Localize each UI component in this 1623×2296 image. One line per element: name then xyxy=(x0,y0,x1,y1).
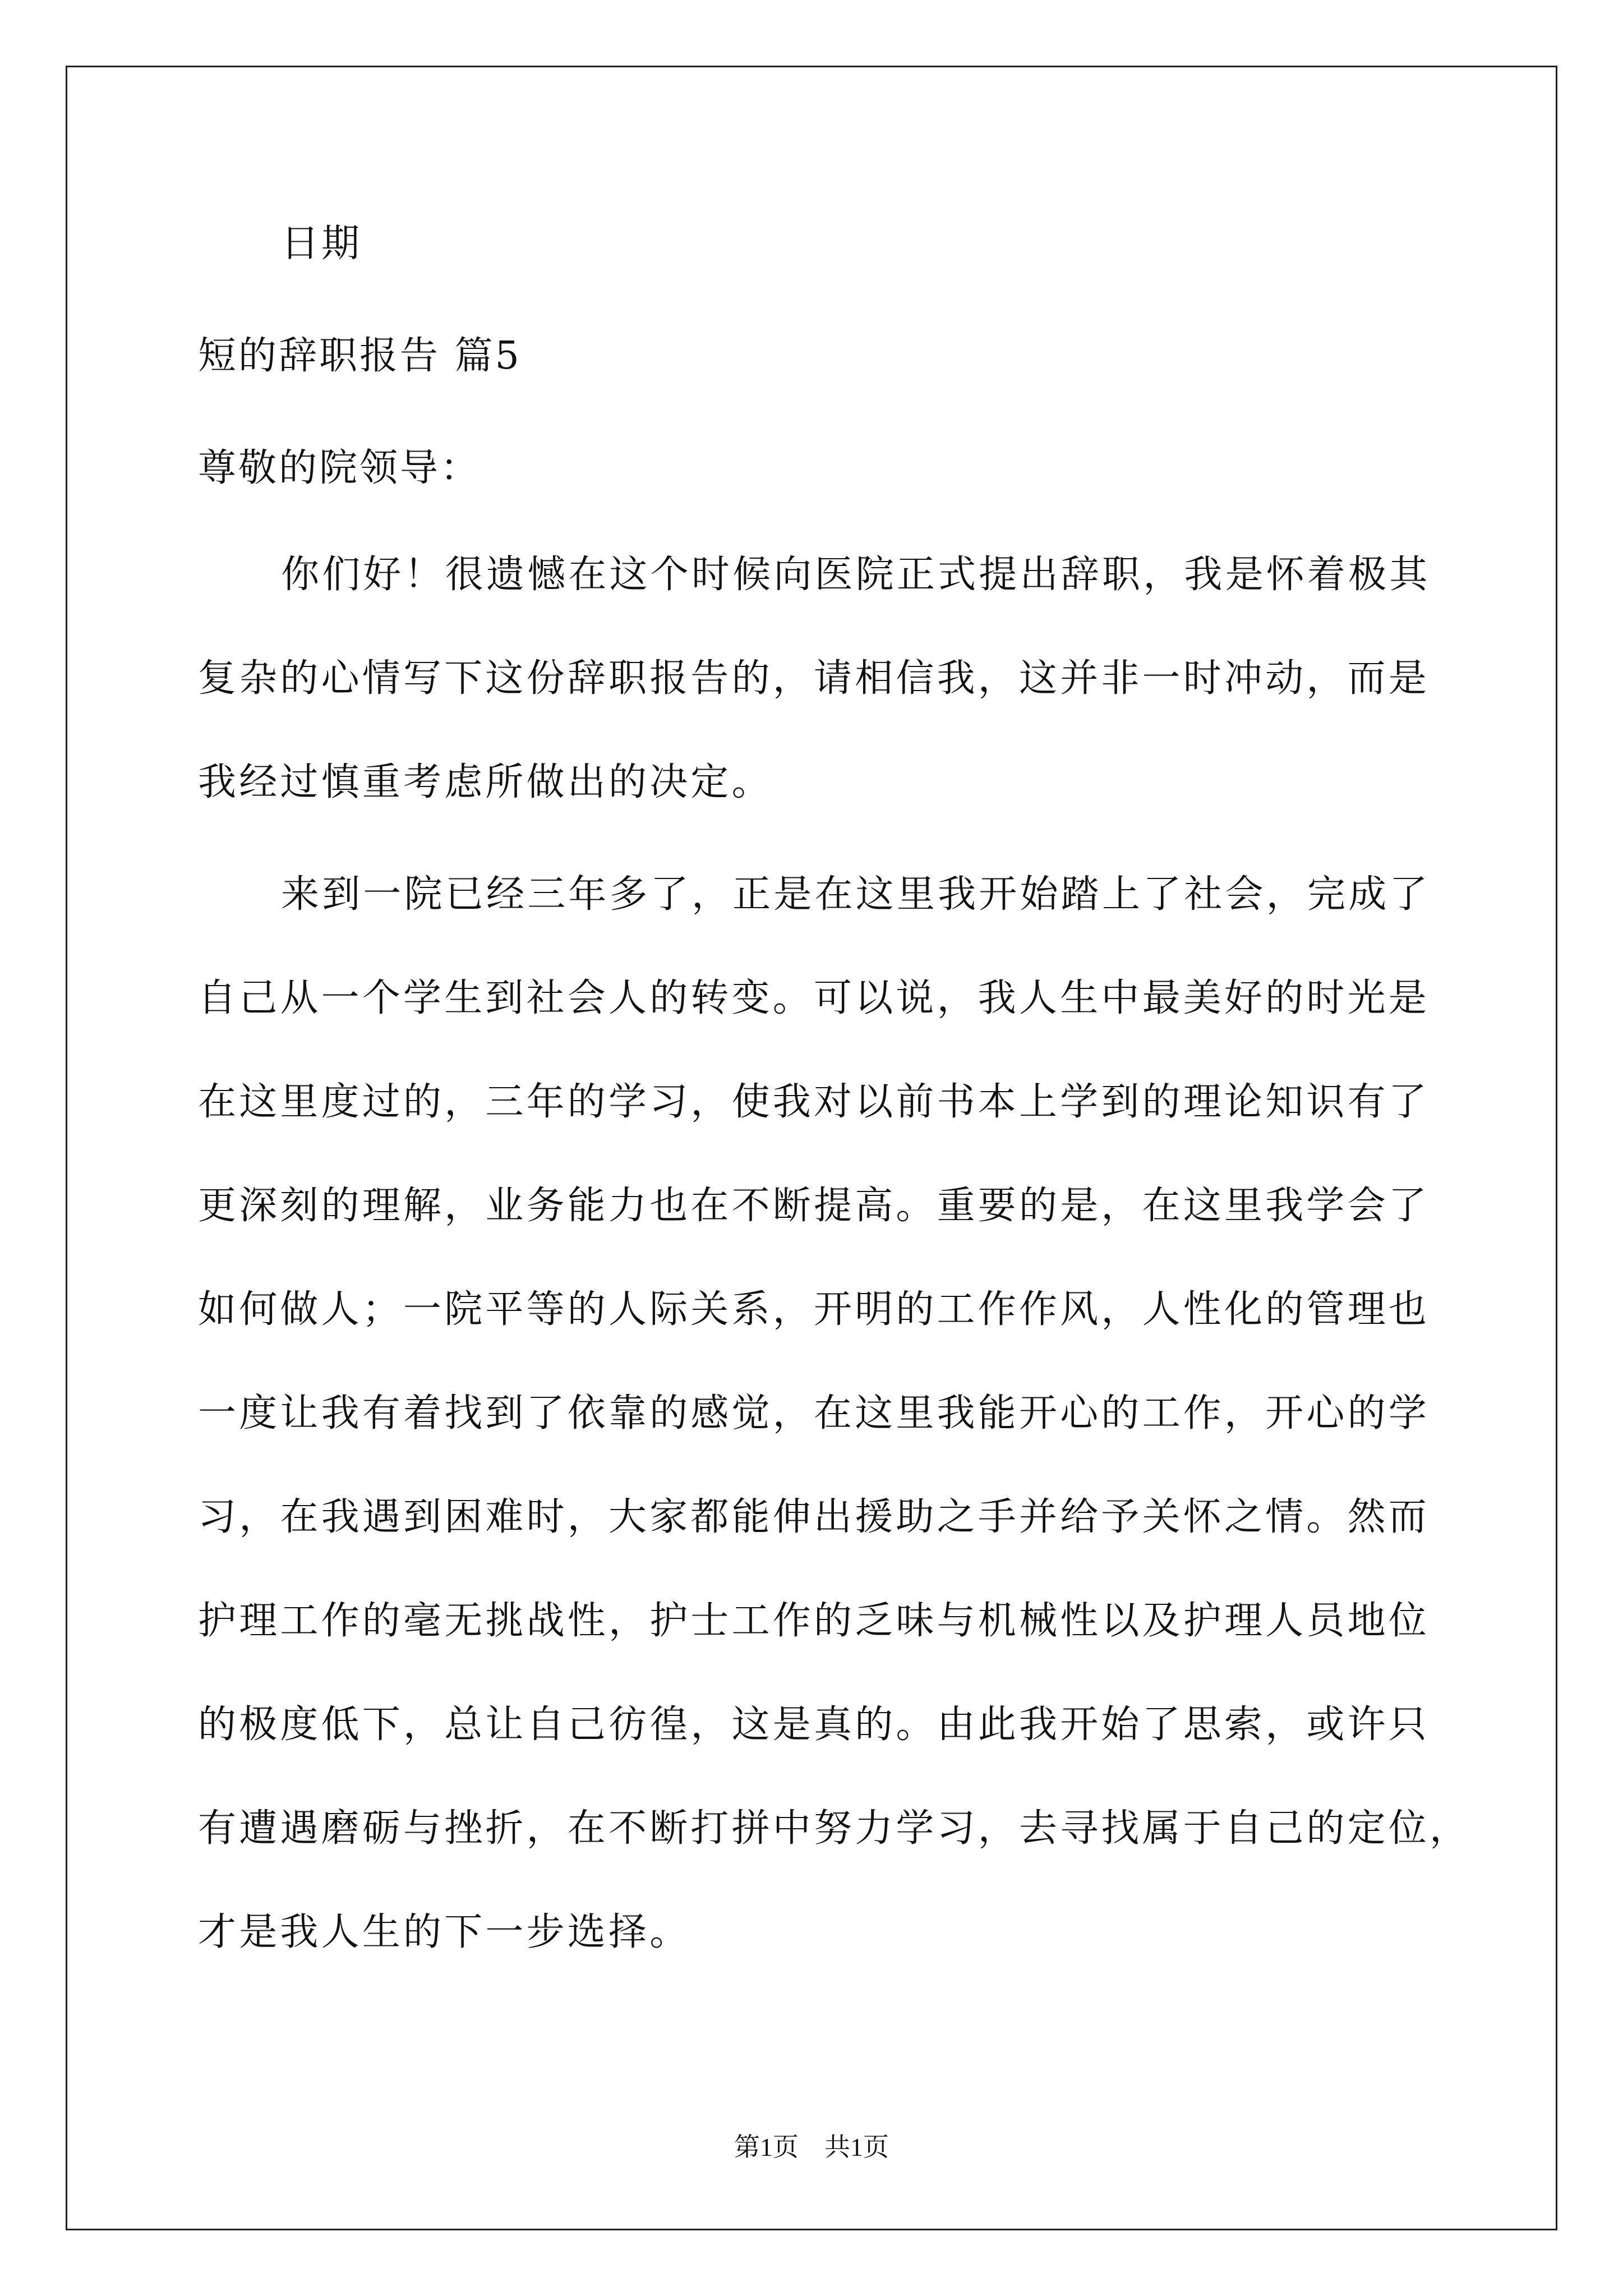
page-footer: 第1页 共1页 xyxy=(734,2133,889,2161)
paragraph-1-line-2: 复杂的心情写下这份辞职报告的，请相信我，这并非一时冲动，而是 xyxy=(198,656,1430,701)
paragraph-2-line-4: 更深刻的理解，业务能力也在不断提高。重要的是，在这里我学会了 xyxy=(198,1184,1430,1228)
paragraph-2-line-10: 有遭遇磨砺与挫折，在不断打拼中努力学习，去寻找属于自己的定位， xyxy=(198,1806,1471,1851)
paragraph-2-line-9: 的极度低下，总让自己彷徨，这是真的。由此我开始了思索，或许只 xyxy=(198,1703,1430,1747)
document-title: 短的辞职报告 篇5 xyxy=(198,334,522,378)
paragraph-2-line-1: 来到一院已经三年多了，正是在这里我开始踏上了社会，完成了 xyxy=(281,872,1431,917)
paragraph-1-line-3: 我经过慎重考虑所做出的决定。 xyxy=(198,760,773,804)
salutation: 尊敬的院领导： xyxy=(198,446,481,490)
paragraph-2-line-11: 才是我人生的下一步选择。 xyxy=(198,1910,691,1954)
page-border xyxy=(66,66,1557,2230)
paragraph-2-line-8: 护理工作的毫无挑战性，护士工作的乏味与机械性以及护理人员地位 xyxy=(198,1599,1430,1643)
paragraph-2-line-3: 在这里度过的，三年的学习，使我对以前书本上学到的理论知识有了 xyxy=(198,1080,1430,1124)
paragraph-2-line-6: 一度让我有着找到了依靠的感觉，在这里我能开心的工作，开心的学 xyxy=(198,1391,1430,1435)
paragraph-2-line-2: 自己从一个学生到社会人的转变。可以说，我人生中最美好的时光是 xyxy=(198,976,1430,1020)
paragraph-1-line-1: 你们好！很遗憾在这个时候向医院正式提出辞职，我是怀着极其 xyxy=(281,553,1431,597)
date-label: 日期 xyxy=(281,222,362,266)
paragraph-2-line-5: 如何做人；一院平等的人际关系，开明的工作作风，人性化的管理也 xyxy=(198,1287,1430,1332)
paragraph-2-line-7: 习，在我遇到困难时，大家都能伸出援助之手并给予关怀之情。然而 xyxy=(198,1495,1430,1539)
